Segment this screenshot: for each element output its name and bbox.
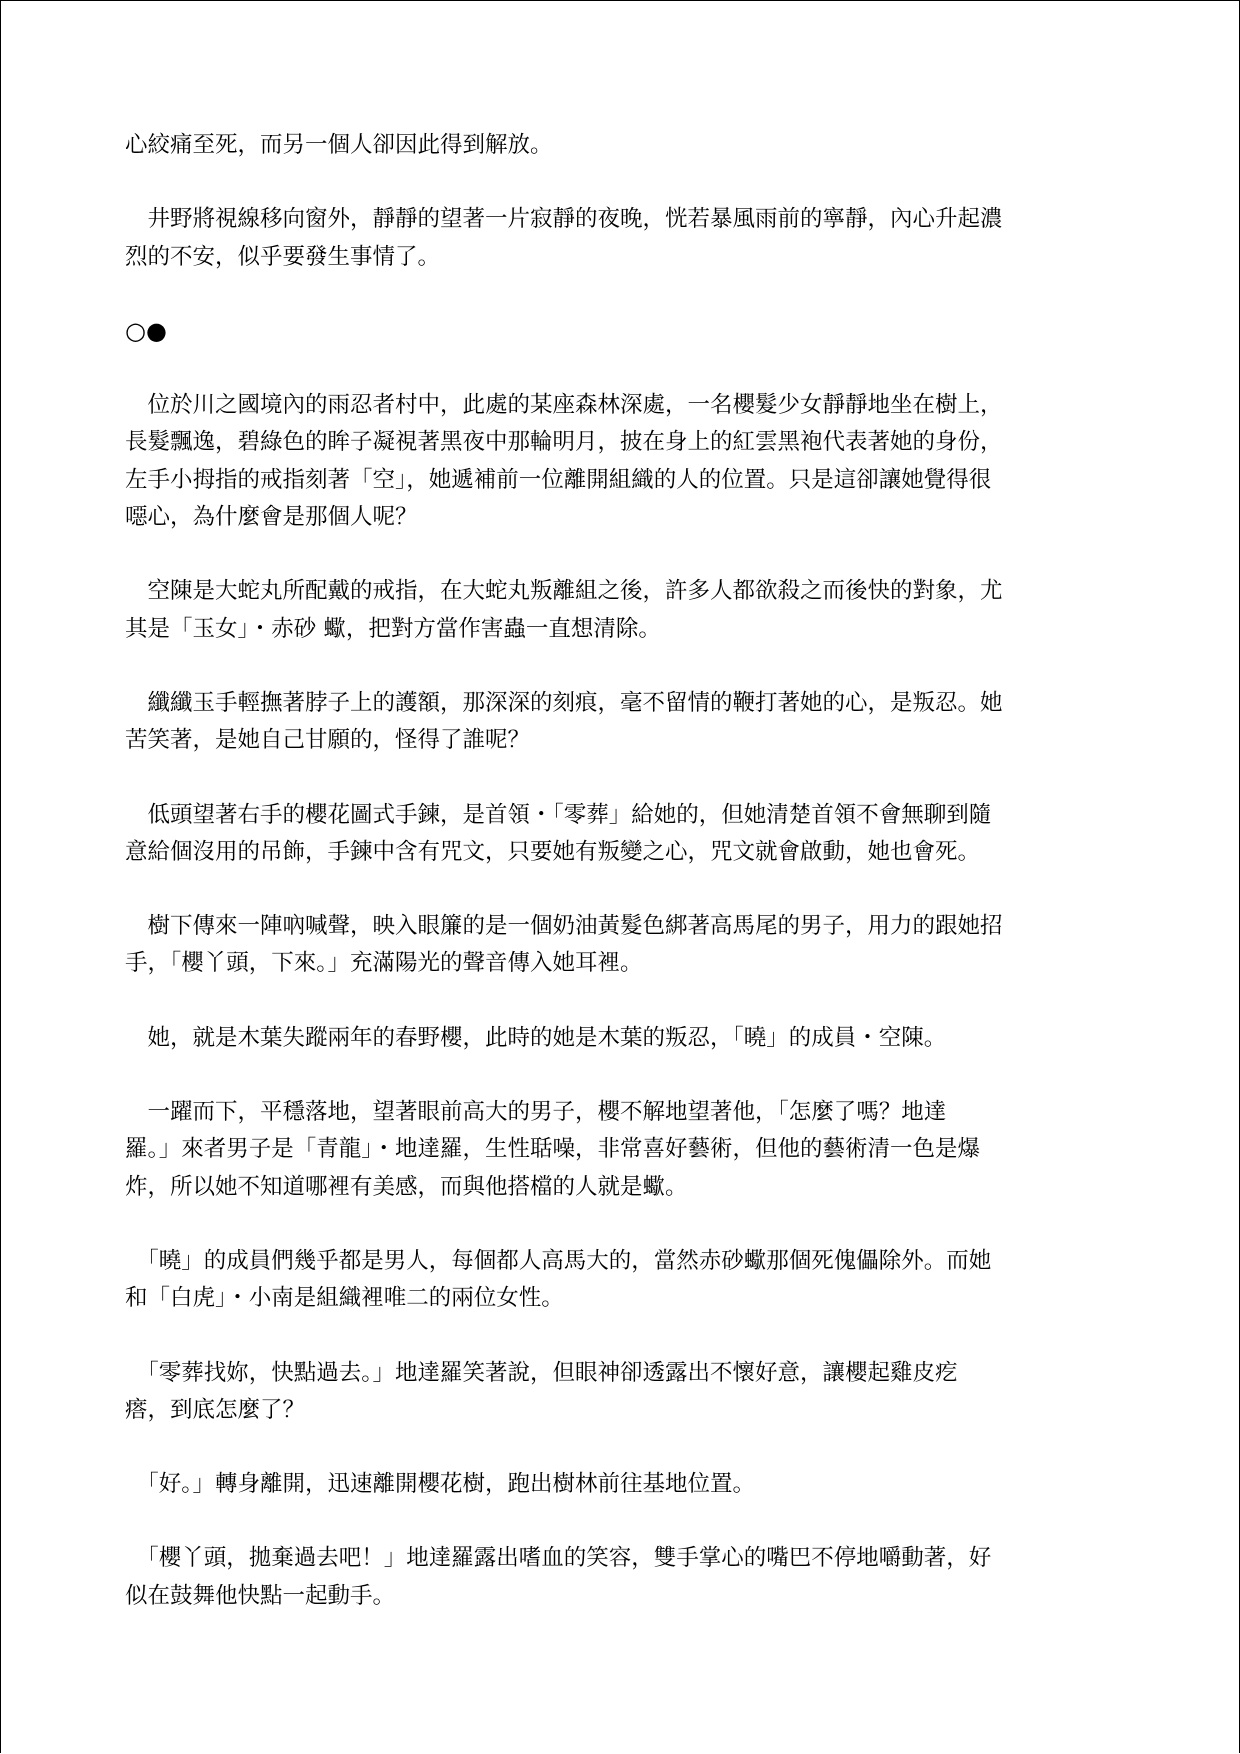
text-line: 瘩，到底怎麼了？ bbox=[125, 1396, 306, 1423]
text-line: 和「白虎」・小南是組織裡唯二的兩位女性。 bbox=[125, 1285, 564, 1312]
text-line: 「好。」轉身離開，迅速離開櫻花樹，跑出樹林前往基地位置。 bbox=[125, 1471, 756, 1498]
paragraph bbox=[125, 387, 1101, 536]
text-line: 「零葬找妳，快點過去。」地達羅笑著說，但眼神卻透露出不懷好意，讓櫻起雞皮疙 bbox=[125, 1359, 958, 1386]
paragraph bbox=[125, 201, 1101, 276]
text-line: 空陳是大蛇丸所配戴的戒指，在大蛇丸叛離組之後，許多人都欲殺之而後快的對象，尤 bbox=[125, 578, 1003, 605]
paragraph bbox=[125, 1020, 1101, 1057]
text-line: 低頭望著右手的櫻花圖式手鍊，是首領・「零葬」給她的，但她清楚首領不會無聊到隨 bbox=[125, 801, 992, 828]
paragraph bbox=[125, 573, 1101, 648]
paragraph bbox=[125, 127, 1101, 164]
text-line: 苦笑著，是她自己甘願的，怪得了誰呢？ bbox=[125, 727, 531, 754]
text-line: 左手小拇指的戒指刻著「空」，她遞補前一位離開組織的人的位置。只是這卻讓她覺得很 bbox=[125, 466, 992, 493]
text-line: 噁心，為什麼會是那個人呢？ bbox=[125, 504, 418, 531]
text-line: 井野將視線移向窗外，靜靜的望著一片寂靜的夜晚，恍若暴風雨前的寧靜，內心升起濃 bbox=[125, 206, 1003, 233]
text-line: 位於川之國境內的雨忍者村中，此處的某座森林深處，一名櫻髮少女靜靜地坐在樹上， bbox=[125, 392, 1003, 419]
paragraph bbox=[125, 1243, 1101, 1318]
text-line: 樹下傳來一陣吶喊聲，映入眼簾的是一個奶油黃髮色綁著高馬尾的男子，用力的跟她招 bbox=[125, 913, 1003, 940]
text-line: 一躍而下，平穩落地，望著眼前高大的男子，櫻不解地望著他，「怎麼了嗎？地達 bbox=[125, 1099, 947, 1126]
text-line: 羅。」來者男子是「青龍」・地達羅，生性聒噪，非常喜好藝術，但他的藝術清一色是爆 bbox=[125, 1136, 981, 1163]
paragraph bbox=[125, 1540, 1101, 1615]
text-line: 手，「櫻丫頭，下來。」充滿陽光的聲音傳入她耳裡。 bbox=[125, 950, 643, 977]
text-line: 「櫻丫頭，拋棄過去吧！」地達羅露出嗜血的笑容，雙手掌心的嘴巴不停地嚼動著，好 bbox=[125, 1545, 992, 1572]
paragraph bbox=[125, 1355, 1101, 1430]
text-line: 她，就是木葉失蹤兩年的春野櫻，此時的她是木葉的叛忍，「曉」的成員・空陳。 bbox=[125, 1024, 947, 1051]
text-line: 炸，所以她不知道哪裡有美感，而與他搭檔的人就是蠍。 bbox=[125, 1173, 688, 1200]
text-line: 其是「玉女」・赤砂 蠍，把對方當作害蟲一直想清除。 bbox=[125, 615, 661, 642]
text-line: 「曉」的成員們幾乎都是男人，每個都人高馬大的，當然赤砂蠍那個死傀儡除外。而她 bbox=[125, 1247, 992, 1274]
paragraph bbox=[125, 797, 1101, 872]
text-line: 纖纖玉手輕撫著脖子上的護額，那深深的刻痕，毫不留情的鞭打著她的心，是叛忍。她 bbox=[125, 689, 1003, 716]
paragraph bbox=[125, 1094, 1101, 1206]
text-line: 似在鼓舞他快點一起動手。 bbox=[125, 1582, 396, 1609]
paragraph bbox=[125, 908, 1101, 983]
text-line: 長髮飄逸，碧綠色的眸子凝視著黑夜中那輪明月，披在身上的紅雲黑袍代表著她的身份， bbox=[125, 429, 1003, 456]
document-body bbox=[125, 127, 1101, 1652]
text-line: 烈的不安，似乎要發生事情了。 bbox=[125, 243, 441, 270]
paragraph bbox=[125, 685, 1101, 760]
paragraph bbox=[125, 1466, 1101, 1503]
scene-separator: ○● bbox=[125, 316, 167, 345]
text-line: 心絞痛至死，而另一個人卻因此得到解放。 bbox=[125, 132, 553, 158]
text-line: 意給個沒用的吊飾，手鍊中含有咒文，只要她有叛變之心，咒文就會啟動，她也會死。 bbox=[125, 838, 981, 865]
